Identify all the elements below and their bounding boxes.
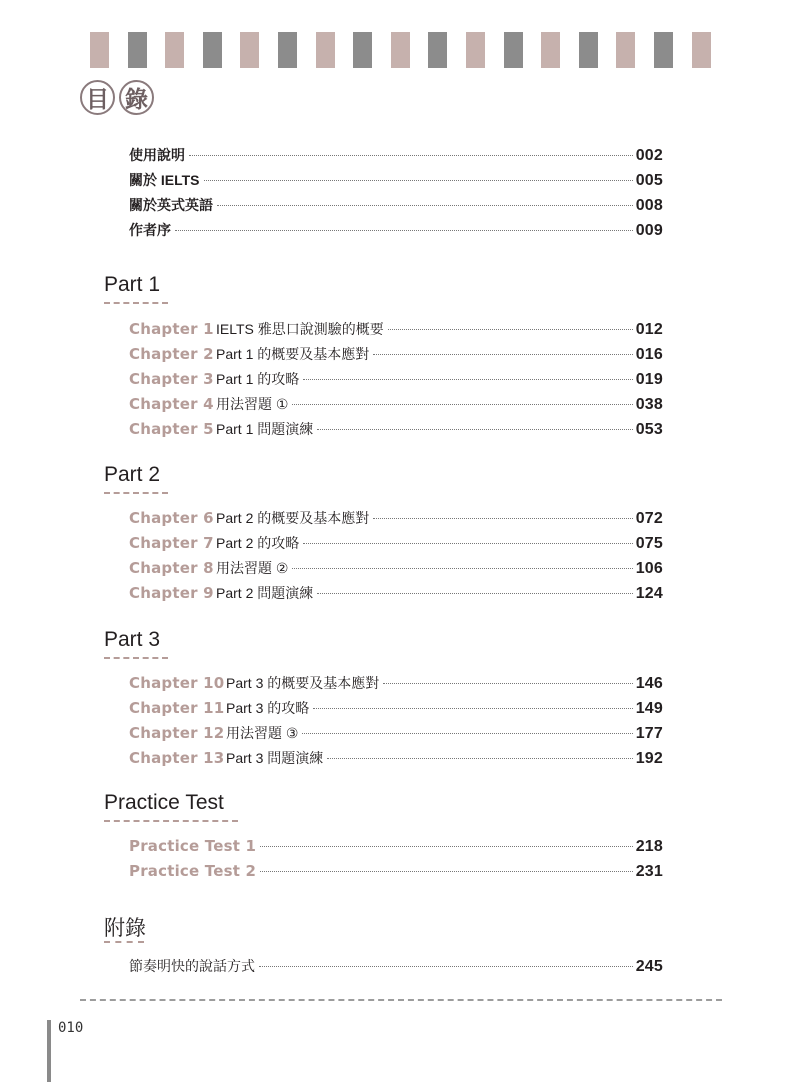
header-stripe — [692, 32, 711, 68]
toc-entry-title: 關於 IELTS — [129, 172, 200, 188]
section-underline — [104, 657, 168, 659]
toc-entry-title: 用法習題 ② — [216, 560, 289, 576]
toc-title-char-2: 錄 — [119, 80, 154, 115]
section-underline — [104, 492, 168, 494]
header-stripe — [316, 32, 335, 68]
toc-entry-title: Part 2 問題演練 — [216, 585, 314, 601]
toc-entry-title: Part 3 問題演練 — [226, 750, 324, 766]
header-stripe — [654, 32, 673, 68]
toc-page-number: 075 — [635, 535, 663, 552]
header-stripe-bar — [90, 32, 710, 68]
dot-leader — [303, 543, 632, 544]
toc-row[interactable] — [129, 533, 663, 553]
chapter-label: Chapter 7 — [129, 534, 214, 552]
toc-page-number: 005 — [635, 172, 663, 189]
toc-page-number: 146 — [635, 675, 663, 692]
chapter-label: Chapter 13 — [129, 749, 225, 767]
toc-row[interactable] — [129, 583, 663, 603]
chapter-label: Chapter 4 — [129, 395, 214, 413]
toc-page-number: 019 — [635, 371, 663, 388]
toc-row[interactable] — [129, 748, 663, 768]
toc-entry-title: Part 1 的攻略 — [216, 371, 300, 387]
toc-entry-title: Part 1 的概要及基本應對 — [216, 346, 370, 362]
toc-page-number: 016 — [635, 346, 663, 363]
section-heading-part-2: Part 2 — [104, 463, 161, 486]
header-stripe — [128, 32, 147, 68]
chapter-label: Chapter 1 — [129, 320, 214, 338]
dot-leader — [217, 205, 633, 206]
toc-row[interactable] — [129, 145, 663, 165]
header-stripe — [165, 32, 184, 68]
header-stripe — [579, 32, 598, 68]
section-heading-practice-test: Practice Test — [104, 791, 224, 814]
section-underline — [104, 941, 144, 943]
section-underline — [104, 302, 168, 304]
chapter-label: Chapter 3 — [129, 370, 214, 388]
toc-page-number: 053 — [635, 421, 663, 438]
toc-page-number: 192 — [635, 750, 663, 767]
toc-entry-title: Part 3 的概要及基本應對 — [226, 675, 380, 691]
chapter-label: Chapter 6 — [129, 509, 214, 527]
toc-row[interactable] — [129, 723, 663, 743]
toc-entry-title: 使用說明 — [129, 147, 185, 163]
dot-leader — [373, 354, 632, 355]
toc-entry-title: Part 3 的攻略 — [226, 700, 310, 716]
toc-page-number: 009 — [635, 222, 663, 239]
dot-leader — [260, 871, 633, 872]
chapter-label: Chapter 8 — [129, 559, 214, 577]
dot-leader — [327, 758, 632, 759]
dot-leader — [313, 708, 632, 709]
chapter-label: Chapter 5 — [129, 420, 214, 438]
dot-leader — [303, 379, 632, 380]
footer-rule — [80, 999, 722, 1001]
toc-entry-title: 節奏明快的說話方式 — [129, 958, 255, 974]
page-marker-bar — [47, 1020, 51, 1082]
header-stripe — [90, 32, 109, 68]
toc-row[interactable] — [129, 673, 663, 693]
dot-leader — [259, 966, 633, 967]
dot-leader — [204, 180, 633, 181]
toc-page-number: 177 — [635, 725, 663, 742]
dot-leader — [175, 230, 633, 231]
header-stripe — [428, 32, 447, 68]
toc-page-number: 008 — [635, 197, 663, 214]
toc-entry-title: 用法習題 ① — [216, 396, 289, 412]
toc-row[interactable] — [129, 220, 663, 240]
toc-row[interactable] — [129, 195, 663, 215]
chapter-label: Chapter 10 — [129, 674, 225, 692]
toc-row[interactable] — [129, 419, 663, 439]
toc-page-number: 149 — [635, 700, 663, 717]
header-stripe — [541, 32, 560, 68]
chapter-label: Practice Test 1 — [129, 837, 257, 855]
toc-title — [80, 80, 154, 115]
toc-page-number: 012 — [635, 321, 663, 338]
header-stripe — [240, 32, 259, 68]
chapter-label: Chapter 11 — [129, 699, 225, 717]
toc-row[interactable] — [129, 344, 663, 364]
toc-title-char-1: 目 — [80, 80, 115, 115]
chapter-label: Practice Test 2 — [129, 862, 257, 880]
toc-entry-title: 關於英式英語 — [129, 197, 213, 213]
toc-page-number: 038 — [635, 396, 663, 413]
toc-page-number: 002 — [635, 147, 663, 164]
toc-page-number: 072 — [635, 510, 663, 527]
dot-leader — [383, 683, 632, 684]
section-heading-part-3: Part 3 — [104, 628, 161, 651]
chapter-label: Chapter 9 — [129, 584, 214, 602]
toc-entry-title: Part 1 問題演練 — [216, 421, 314, 437]
section-heading-part-1: Part 1 — [104, 273, 161, 296]
toc-row[interactable] — [129, 956, 663, 976]
toc-entry-title: 用法習題 ③ — [226, 725, 299, 741]
dot-leader — [317, 593, 632, 594]
page-number: 010 — [58, 1020, 84, 1036]
toc-row[interactable] — [129, 170, 663, 190]
toc-entry-title: Part 2 的攻略 — [216, 535, 300, 551]
toc-page-number: 231 — [635, 863, 663, 880]
header-stripe — [278, 32, 297, 68]
toc-row[interactable] — [129, 319, 663, 339]
toc-row[interactable] — [129, 508, 663, 528]
dot-leader — [302, 733, 632, 734]
toc-entry-title: Part 2 的概要及基本應對 — [216, 510, 370, 526]
toc-row[interactable] — [129, 698, 663, 718]
toc-row[interactable] — [129, 558, 663, 578]
section-underline — [104, 820, 238, 822]
toc-page-number: 124 — [635, 585, 663, 602]
chapter-label: Chapter 12 — [129, 724, 225, 742]
toc-row[interactable] — [129, 862, 663, 881]
header-stripe — [616, 32, 635, 68]
header-stripe — [353, 32, 372, 68]
toc-row[interactable] — [129, 837, 663, 856]
toc-page-number: 106 — [635, 560, 663, 577]
header-stripe — [466, 32, 485, 68]
header-stripe — [504, 32, 523, 68]
toc-page-number: 245 — [635, 958, 663, 975]
dot-leader — [260, 846, 633, 847]
dot-leader — [317, 429, 632, 430]
section-heading-appendix: 附錄 — [104, 917, 146, 940]
toc-entry-title: IELTS 雅思口說測驗的概要 — [216, 321, 384, 337]
dot-leader — [388, 329, 633, 330]
dot-leader — [292, 404, 632, 405]
toc-entry-title: 作者序 — [129, 222, 171, 238]
header-stripe — [203, 32, 222, 68]
dot-leader — [373, 518, 632, 519]
dot-leader — [189, 155, 633, 156]
header-stripe — [391, 32, 410, 68]
toc-row[interactable] — [129, 394, 663, 414]
chapter-label: Chapter 2 — [129, 345, 214, 363]
toc-row[interactable] — [129, 369, 663, 389]
toc-page-number: 218 — [635, 838, 663, 855]
dot-leader — [292, 568, 632, 569]
